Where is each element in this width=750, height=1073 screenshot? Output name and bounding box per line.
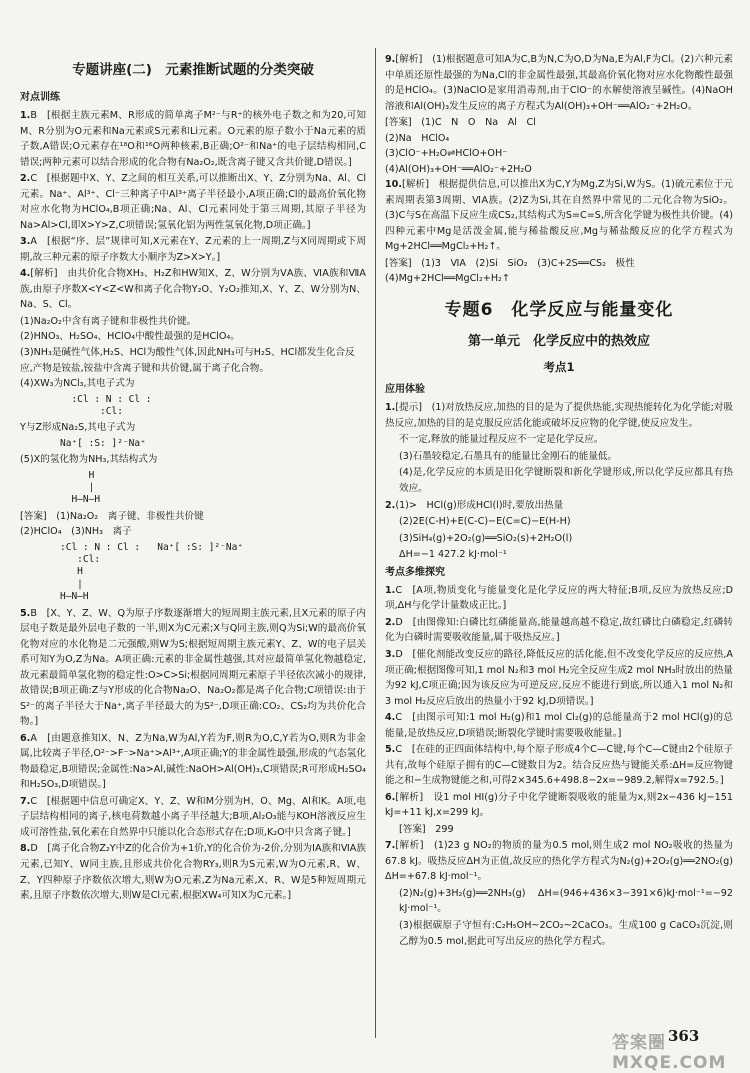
- explore-item-6-answer: [答案] 299: [399, 823, 454, 835]
- app-item-2: 2.(1)> HCl(g)形成HCl(l)时,要放出热量: [385, 499, 564, 511]
- kaodian-heading: 考点1: [543, 359, 575, 374]
- app-item-1b: 不一定,释放的能量过程反应不一定是化学反应。: [399, 434, 604, 446]
- right-column: [385, 52, 743, 950]
- answer-item-7: 7.C [根据题中信息可确定X、Y、Z、W和M分别为H、O、Mg、Al和K。A项,电子层结构相同的离子,核电荷数越小离子半径越大;B项,Al₂O₃能与KOH溶液反应生成可溶性盐,氧化素在自然界中只能以化合态形式存在;D项,K₂O中只含离子键。]: [20, 795, 366, 838]
- answer-item-4: 4.[解析] 由共价化合物XH₃、H₂Z和HW知X、Z、W分别为ⅤA族、ⅥA族和ⅦA族,由原子序数X<Y<Z<W和离子化合物Y₂O、Y₂O₂推知,X、Y、Z、W分别为N、Na、S、Cl。: [20, 268, 366, 311]
- q4-line-5: Y与Z形成Na₂S,其电子式为: [20, 422, 136, 434]
- answer-item-1: 1.B [根据主族元素M、R形成的简单离子M²⁻与R⁺的核外电子数之和为20,可知M、R分别为O元素和Na元素或S元素和Li元素。O元素的原子数小于Na元素的质子数,A错误;O元素存在¹⁸O和¹⁶O两种核素,B正确;O²⁻和Na⁺的电子层结构相同,C错误;两种元素可以结合形成的化合物有Na₂O₂,既含离子键又含共价键,D错误。]: [20, 110, 366, 168]
- ncl3-electron-formula: :Cl : N : Cl : :Cl:: [71, 393, 152, 417]
- explore-item-7b: (2)N₂(g)+3H₂(g)══2NH₃(g) ΔH=(946+436×3−391×6)kJ·mol⁻¹=−92 kJ·mol⁻¹。: [399, 887, 733, 915]
- lecture-title: 专题讲座(二) 元素推断试题的分类突破: [72, 62, 314, 78]
- app-item-1c: (3)石墨较稳定,石墨具有的能量比金刚石的能量低。: [399, 450, 618, 462]
- answer-item-10: 10.[解析] 根据提供信息,可以推出X为C,Y为Mg,Z为Si,W为S。(1)硫元素位于元素周期表第3周期、ⅥA族。(2)Z为Si,其在自然界中常见的二元化合物为SiO₂。(3)C与S在高温下反应生成CS₂,其结构式为S=C=S,所含化学键为极性共价键。(4)四种元素中Mg是活泼金属,能与稀盐酸反应,Mg与稀盐酸反应的化学方程式为Mg+2HCl══MgCl₂+H₂↑。: [385, 179, 733, 253]
- column-divider: [375, 48, 376, 1038]
- unit-title: 第一单元 化学反应中的热效应: [467, 333, 650, 349]
- app-item-1: 1.[提示] (1)对放热反应,加热的目的是为了提供热能,实现热能转化为化学能;对吸热反应,加热的目的是克服反应活化能或破坏反应物的化学键,使反应发生。: [385, 402, 733, 429]
- explore-item-7c: (3)根据碳原子守恒有:C₂H₅OH~2CO₂~2CaCO₃。生成100 g CaCO₃沉淀,则乙醇为0.5 mol,据此可写出反应的热化学方程式。: [399, 920, 733, 947]
- q4-answer-2: (2)HClO₄ (3)NH₃ 离子: [20, 526, 132, 538]
- app-item-2d: ΔH=−1 427.2 kJ·mol⁻¹: [399, 549, 507, 561]
- q4-line-2: (2)HNO₃、H₂SO₄、HClO₄中酸性最强的是HClO₄。: [20, 331, 240, 343]
- q4-line-6: (5)X的氢化物为NH₃,其结构式为: [20, 454, 158, 466]
- q9-answer-4: (4)Al(OH)₃+OH⁻══AlO₂⁻+2H₂O: [385, 163, 532, 175]
- section-heading: 对点训练: [20, 91, 60, 103]
- explore-item-7: 7.[解析] (1)23 g NO₂的物质的量为0.5 mol,则生成2 mol NO₂吸收的热量为67.8 kJ。吸热反应ΔH为正值,故反应的热化学方程式为N₂(g)+2O₂(g)══2NO₂(g) ΔH=+67.8 kJ·mol⁻¹。: [385, 840, 743, 883]
- watermark: 答案圈 MXQE.COM: [612, 1033, 727, 1073]
- q4-line-3: (3)NH₃是碱性气体,H₂S、HCl为酸性气体,因此NH₃可与H₂S、HCl都发生化合反应,产物是铵盐,铵盐中含离子键和共价键,属于离子化合物。: [20, 347, 355, 374]
- q9-answer-1: [答案] (1)C N O Na Al Cl: [385, 117, 536, 129]
- q4-line-4: (4)XW₃为NCl₃,其电子式为: [20, 378, 135, 390]
- answer-item-5: 5.B [X、Y、Z、W、Q为原子序数逐渐增大的短周期主族元素,且X元素的原子内层电子数是最外层电子数的一半,则X为C元素;X与Q同主族,则Q为Si;W的最高价氧化物对应的水化物是二元强酸,则W为S;根据短周期主族元素Y、Z、W的电子层关系可知Y为O,Z为Na。A项正确:元素的非金属性越强,其对应最简单氢化物越稳定,故元素最简单氢化物的稳定性:O>C>Si;根据同周期元素原子半径依次减小的规律,故错误;B项正确:Z与Y形成的化合物Na₂O、Na₂O₂都是离子化合物;C项错误:由于S²⁻的离子半径大于Na⁺,离子半径最大的为S²⁻,D项正确:CO₂、CS₂均为共价化合物。]: [20, 607, 367, 728]
- answer-item-3: 3.A [根据“序、层”规律可知,X元素在Y、Z元素的上一周期,Z与X同周期或下周期,故三种元素的原子序数大小顺序为Z>X>Y。]: [20, 236, 366, 263]
- explore-heading: 考点多维探究: [385, 566, 445, 578]
- left-column: [20, 52, 366, 905]
- explore-item-1: 1.C [A项,物质变化与能量变化是化学反应的两大特征;B项,反应为放热反应;D项,ΔH与化学计量数成正比。]: [385, 584, 733, 612]
- answer-item-9: 9.[解析] (1)根据题意可知A为C,B为N,C为O,D为Na,E为Al,F为Cl。(2)六种元素中单质还原性最强的为Na,Cl的非金属性最强,其最高价氧化物对应水化物酸性最强的是HClO₄。(3)NaClO是家用消毒剂,由于ClO⁻的水解使溶液呈碱性。(4)NaOH溶液和Al(OH)₃发生反应的离子方程式为Al(OH)₃+OH⁻══AlO₂⁻+2H₂O。: [385, 54, 733, 112]
- explore-item-4: 4.C [由图示可知:1 mol H₂(g)和1 mol Cl₂(g)的总能量高于2 mol HCl(g)的总能量,是放热反应,D项错误;断裂化学键时需要吸收能量。]: [385, 712, 733, 739]
- app-item-1d: (4)是,化学反应的本质是旧化学键断裂和新化学键形成,所以化学反应都具有热效应。: [399, 467, 733, 495]
- topic-title: 专题6 化学反应与能量变化: [444, 299, 674, 320]
- app-item-2b: (2)2E(C-H)+E(C-C)−E(C=C)−E(H-H): [399, 516, 571, 528]
- nh3-structure-formula: H | H—N—H: [71, 469, 101, 506]
- answer-electron-formulas: :Cl : N : Cl : Na⁺[ :S: ]²⁻Na⁺ :Cl: H | H—N—H: [60, 541, 244, 603]
- q9-answer-2: (2)Na HClO₄: [385, 132, 450, 144]
- na2s-electron-formula: Na⁺[ :S: ]²⁻Na⁺: [60, 437, 146, 449]
- app-item-2c: (3)SiH₄(g)+2O₂(g)══SiO₂(s)+2H₂O(l): [399, 532, 573, 544]
- explore-item-6: 6.[解析] 设1 mol HI(g)分子中化学键断裂吸收的能量为x,则2x−436 kJ−151 kJ=+11 kJ,x=299 kJ。: [385, 791, 733, 819]
- q4-line-1: (1)Na₂O₂中含有离子键和非极性共价键。: [20, 315, 197, 327]
- explore-item-2: 2.D [由图像知:白磷比红磷能量高,能量越高越不稳定,故红磷比白磷稳定,红磷转化为白磷时需要吸收能量,属于吸热反应。]: [385, 616, 733, 644]
- explore-item-3: 3.D [催化剂能改变反应的路径,降低反应的活化能,但不改变化学反应的反应热,A项正确;根据图像可知,1 mol N₂和3 mol H₂完全反应生成2 mol NH₃时放出的热量为92 kJ,C项正确;因为该反应为可逆反应,反应不能进行到底,所以通入1 mol N₂和3 mol H₂反应后放出的热量小于92 kJ,D项错误。]: [385, 648, 733, 707]
- answer-item-6: 6.A [由题意推知X、N、Z为Na,W为Al,Y若为F,则R为O,C,Y若为O,则R为非金属,比较离子半径,O²⁻>F⁻>Na⁺>Al³⁺,A项正确;Y的非金属性最强,形成的气态氢化物最稳定,B项错误;金属性:Na>Al,碱性:NaOH>Al(OH)₃,C项错误;R可形成H₂SO₄和H₂SO₃,D项错误。]: [20, 732, 366, 791]
- answer-item-8: 8.D [离子化合物Z₂Y中Z的化合价为+1价,Y的化合价为-2价,分别为ⅠA族和ⅥA族元素,已知Y、W同主族,且形成共价化合物RY₃,则R为S元素,W为O元素,R、W、Z、Y四种原子序数依次增大,则W为O元素,Z为Na元素,X、R、W是5种短周期元素,且原子序数依次增大,则W是Cl元素,根据XW₄可知X为C元素。]: [20, 843, 366, 902]
- q10-answer-1: [答案] (1)3 ⅥA (2)Si SiO₂ (3)C+2S══CS₂ 极性: [385, 257, 635, 269]
- page-number: 363: [668, 1027, 700, 1045]
- explore-item-5: 5.C [在硅的正四面体结构中,每个原子形成4个C—C键,每个C—C键由2个硅原子共有,故每个硅原子拥有的C—C键数目为2。结合反应热与键能关系:ΔH=反应物键能之和−生成物键能之和,可得2×345.6+498.8−2x=−989.2,解得x=792.5。]: [385, 744, 733, 787]
- application-heading: 应用体验: [385, 384, 425, 396]
- q9-answer-3: (3)ClO⁻+H₂O⇌HClO+OH⁻: [385, 148, 508, 160]
- q10-answer-2: (4)Mg+2HCl══MgCl₂+H₂↑: [385, 273, 510, 285]
- q4-answer-1: [答案] (1)Na₂O₂ 离子键、非极性共价键: [20, 510, 204, 522]
- answer-item-2: 2.C [根据题中X、Y、Z之间的相互关系,可以推断出X、Y、Z分别为Na、Al、Cl元素。Na⁺、Al³⁺、Cl⁻三种离子中Al³⁺离子半径最小,A项正确;Cl的最高价氧化物对应水化物为HClO₄,B项正确;Na、Al、Cl元素同处于第三周期,其原子半径为Na>Al>Cl,即X>Y>Z,C项错误;氢氧化铝为两性氢氧化物,D项正确。]: [20, 173, 366, 231]
